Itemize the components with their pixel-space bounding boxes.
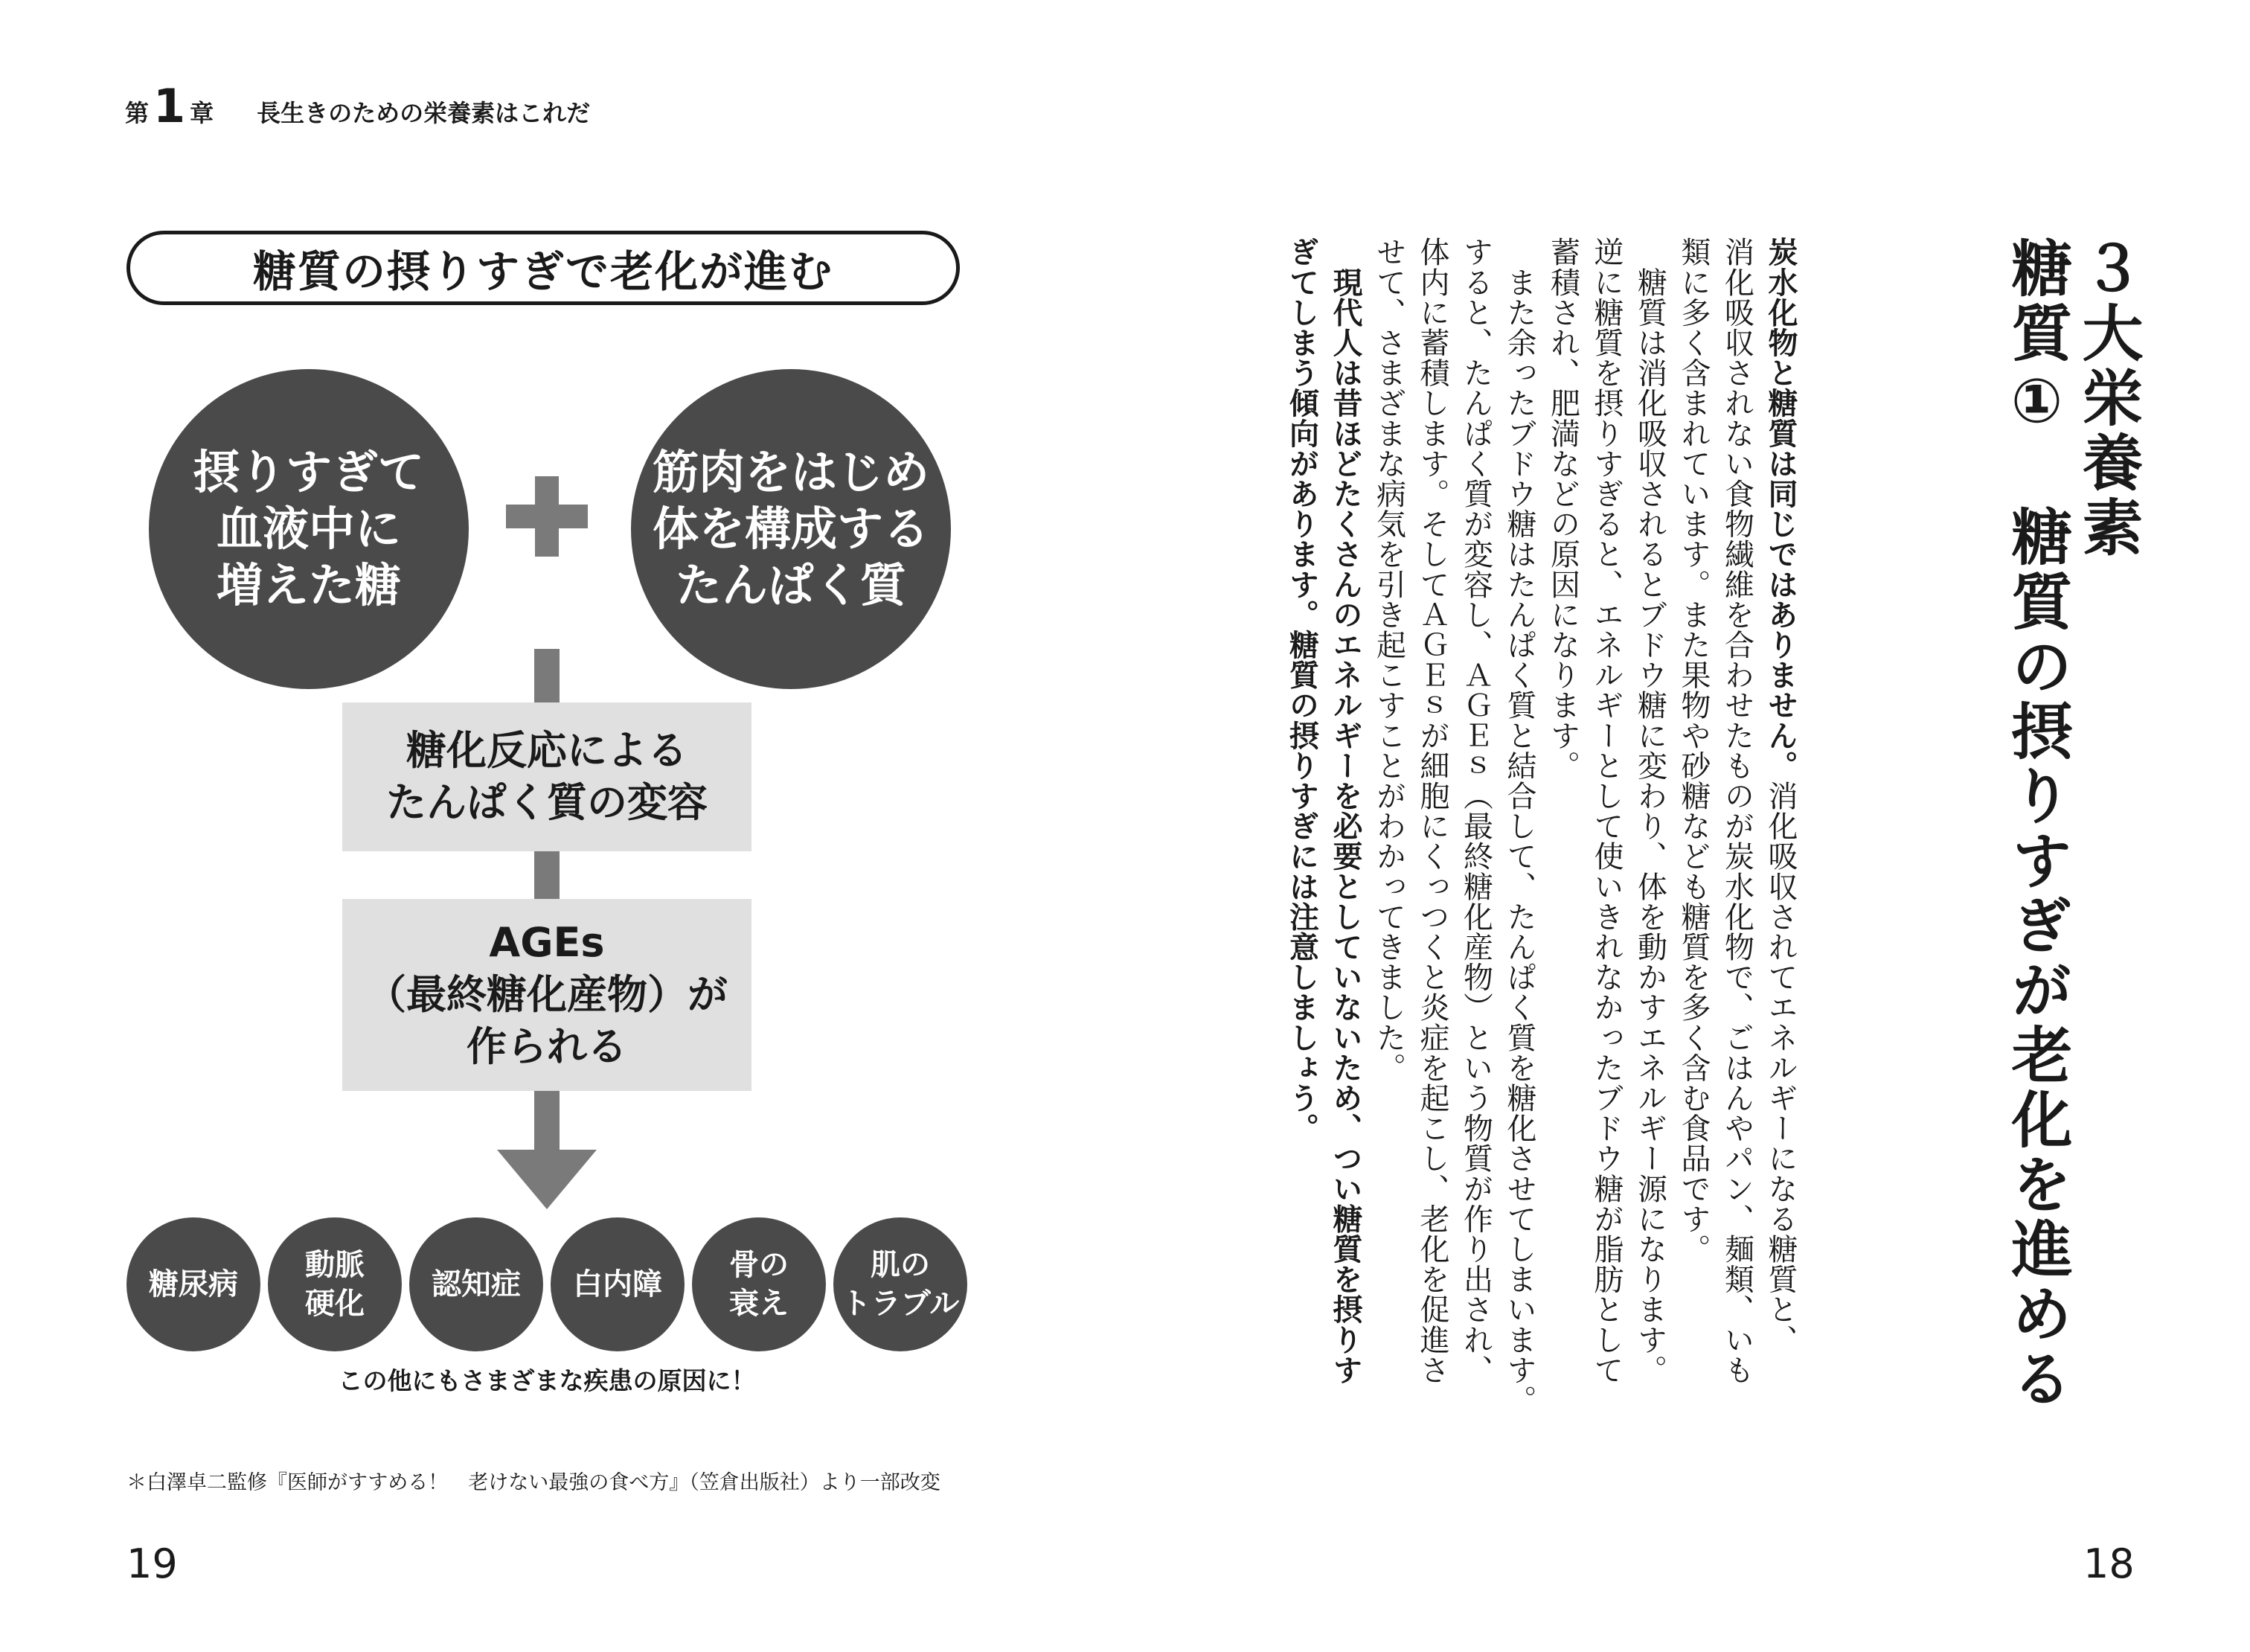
diagram-title: 糖質の摂りすぎで老化が進む	[126, 231, 960, 305]
ages-box: AGEs （最終糖化産物）が 作られる	[342, 899, 751, 1091]
disease-cataract: 白内障	[551, 1217, 685, 1351]
protein-circle: 筋肉をはじめ 体を構成する たんぱく質	[631, 369, 951, 689]
page-number-left: 19	[126, 1540, 178, 1587]
arrow-shaft	[534, 1091, 560, 1155]
source-footnote: ＊白澤卓二監修『医師がすすめる！ 老けない最強の食べ方』（笠倉出版社）より一部改変	[126, 1471, 940, 1494]
excess-sugar-circle: 摂りすぎて 血液中に 増えた糖	[149, 369, 469, 689]
section-heading	[2001, 237, 2143, 1412]
connector-line-1	[534, 649, 560, 702]
body-text	[1280, 237, 1802, 1415]
disease-dementia: 認知症	[409, 1217, 543, 1351]
disease-diabetes: 糖尿病	[126, 1217, 260, 1351]
chapter-label-suffix: 章	[190, 99, 214, 127]
connector-line-2	[534, 851, 560, 899]
disease-bone-decline: 骨の 衰え	[692, 1217, 826, 1351]
chapter-label: 第	[125, 99, 150, 127]
para1-body: 消化吸収されてエネルギーになる糖質と、 消化吸収されない食物繊維を合わせたものが炭水化物で、ごはんやパン、麺類、いも 類に多く含まれています。また果物や砂糖なども糖質を多く含む食品です。	[1676, 237, 1798, 1385]
disease-arteriosclerosis: 動脈 硬化	[268, 1217, 402, 1351]
disease-skin-trouble: 肌の トラブル	[833, 1217, 967, 1351]
plus-icon-vertical	[535, 476, 559, 557]
para3: また余ったブドウ糖はたんぱく質と結合して、たんぱく質を糖化させてしまいます。 すると、たんぱく質が変容し、ＡＧＥｓ（最終糖化産物）という物質が作り出され、 体内に蓄積します。そしてＡＧＥｓが細胞にくっつくと炎症を起こし、老化を促進さ せて、さまざまな病気を引き起こすことがわかってきました。	[1371, 237, 1536, 1415]
para2: 糖質は消化吸収されるとブドウ糖に変わり、体を動かすエネルギー源になります。 逆に糖質を摂りすぎると、エネルギーとして使いきれなかったブドウ糖が脂肪として 蓄積され、肥満などの原因になります。	[1545, 237, 1667, 1385]
heading-category: ３大栄養素	[2072, 237, 2143, 560]
para4-emphasis: 現代人は昔ほどたくさんのエネルギーを必要としていないため、つい糖質を摂りす ぎてしまう傾向があります。糖質の摂りすぎには注意しましょう。	[1284, 237, 1362, 1385]
page-number-right: 18	[2083, 1540, 2135, 1587]
glycation-box: 糖化反応による たんぱく質の変容	[342, 702, 751, 851]
para1-lead: 炭水化物と糖質は同じではありません。	[1763, 237, 1798, 781]
chapter-title: 長生きのための栄養素はこれだ	[257, 99, 591, 127]
chapter-number: 1	[153, 79, 186, 133]
diagram-caption: この他にもさまざまな疾患の原因に！	[338, 1366, 756, 1395]
heading-title: 糖質① 糖質の摂りすぎが老化を進める	[2001, 237, 2072, 1412]
arrow-down-icon	[497, 1150, 597, 1211]
running-head	[125, 77, 591, 133]
